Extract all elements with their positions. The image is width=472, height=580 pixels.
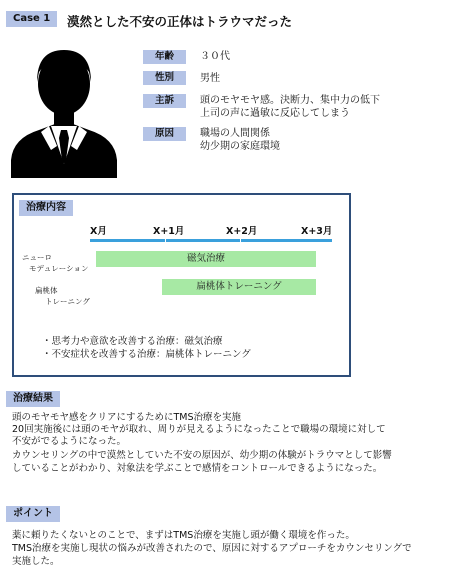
complaint-line-1: 頭のモヤモヤ感。決断力、集中力の低下	[200, 95, 380, 106]
treatment-bullet-2: ・不安症状を改善する治療：扁桃体トレーニング	[42, 349, 251, 360]
points-line-1: 薬に頼りたくないとのことで、まずはTMS治療を実施し頭が働く環境を作った。	[12, 530, 355, 541]
timeline-tick	[165, 239, 166, 242]
timeline-tick	[240, 239, 241, 242]
amygdala-training-bar: 扁桃体トレーニング	[162, 279, 316, 295]
page-title: 漠然とした不安の正体はトラウマだった	[67, 14, 293, 29]
row-label-neuromodulation-1: ニューロ	[22, 253, 52, 262]
month-3: X+3月	[301, 226, 333, 237]
treatment-bullet-1: ・思考力や意欲を改善する治療：磁気治療	[42, 336, 223, 347]
cause-label: 原因	[143, 127, 186, 141]
results-label: 治療結果	[6, 391, 60, 407]
cause-line-1: 職場の人間関係	[200, 128, 270, 139]
timeline-axis	[90, 239, 332, 242]
magnetic-therapy-bar: 磁気治療	[96, 251, 316, 267]
row-label-amygdala-1: 扁桃体	[35, 286, 58, 295]
points-label: ポイント	[6, 506, 60, 522]
complaint-line-2: 上司の声に過敏に反応してしまう	[200, 108, 350, 119]
results-line-1: 頭のモヤモヤ感をクリアにするためにTMS治療を実施	[12, 412, 242, 423]
case-label: Case 1	[6, 11, 57, 27]
points-line-3: 実施した。	[12, 556, 60, 567]
row-label-neuromodulation-2: モデュレーション	[29, 264, 89, 273]
complaint-label: 主訴	[143, 94, 186, 108]
results-line-5: していることがわかり、対象法を学ぶことで感情をコントロールできるようになった。	[12, 463, 383, 474]
month-2: X+2月	[226, 226, 258, 237]
businessman-avatar-icon	[11, 42, 117, 178]
sex-value: 男性	[200, 73, 220, 84]
sex-label: 性別	[143, 71, 186, 85]
results-line-2: 20回実施後には頭のモヤが取れ、周りが見えるようになったことで職場の環境に対して	[12, 424, 386, 435]
month-1: X+1月	[153, 226, 185, 237]
points-line-2: TMS治療を実施し現状の悩みが改善されたので、原因に対するアプローチをカウンセリングで	[12, 543, 412, 554]
age-label: 年齢	[143, 50, 186, 64]
treatment-label: 治療内容	[19, 200, 73, 216]
results-line-4: カウンセリングの中で漠然としていた不安の原因が、幼少期の体験がトラウマとして影響	[12, 450, 392, 461]
month-0: X月	[90, 226, 107, 237]
results-line-3: 不安がでるようになった。	[12, 436, 127, 447]
age-value: ３０代	[200, 51, 230, 62]
row-label-amygdala-2: トレーニング	[45, 297, 90, 306]
cause-line-2: 幼少期の家庭環境	[200, 141, 280, 152]
